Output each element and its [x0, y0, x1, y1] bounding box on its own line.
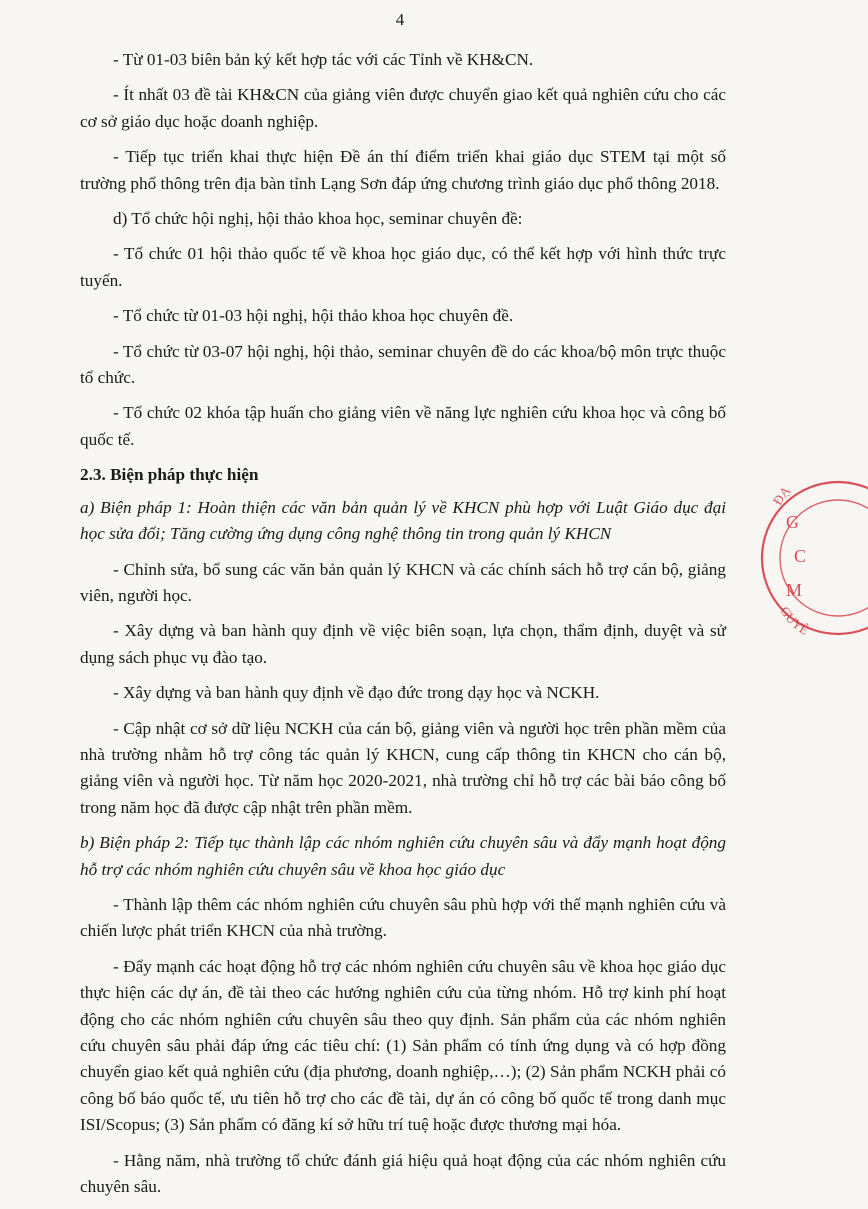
- paragraph-bullet: - Xây dựng và ban hành quy định về đạo đức trong dạy học và NCKH.: [113, 683, 600, 703]
- paragraph-bullet: - Tiếp tục triển khai thực hiện Đề án thí điểm triển khai giáo dục STEM tại một số trường phổ thông trên địa bàn tỉnh Lạng Sơn đáp ứng chương trình giáo dục phổ thông 2018.: [80, 147, 726, 193]
- paragraph-bullet: - Cập nhật cơ sở dữ liệu NCKH của cán bộ, giảng viên và người học trên phần mềm của nhà trường nhằm hỗ trợ công tác quản lý KHCN, cung cấp thông tin KHCN cho cán bộ, giảng viên và người học. Từ năm học 2020-2021, nhà trường chỉ hỗ trợ các bài báo công bố trong năm học đã được cập nhật trên phần mềm.: [80, 718, 726, 817]
- page-number: 4: [395, 10, 405, 29]
- paragraph-bullet: - Tổ chức từ 01-03 hội nghị, hội thảo khoa học chuyên đề.: [113, 306, 514, 326]
- paragraph-bullet: - Hằng năm, nhà trường tổ chức đánh giá hiệu quả hoạt động của các nhóm nghiên cứu chuyên sâu.: [80, 1150, 726, 1197]
- seal-arc-top: ĐẠ: [769, 482, 794, 508]
- paragraph-bullet: - Từ 01-03 biên bản ký kết hợp tác với các Tỉnh về KH&CN.: [113, 50, 534, 69]
- paragraph-bullet: - Tổ chức 02 khóa tập huấn cho giảng viên về năng lực nghiên cứu khoa học và công bố quốc tế.: [80, 403, 726, 449]
- measure-heading-1: a) Biện pháp 1: Hoàn thiện các văn bản quản lý về KHCN phù hợp với Luật Giáo dục đại học sửa đổi; Tăng cường ứng dụng công nghệ thông tin trong quản lý KHCN: [80, 497, 726, 544]
- svg-text:GUYÊ: [777, 604, 811, 638]
- paragraph-bullet: - Đẩy mạnh các hoạt động hỗ trợ các nhóm nghiên cứu chuyên sâu về khoa học giáo dục thực hiện các dự án, đề tài theo các hướng nghiên cứu của từng nhóm. Hỗ trợ kinh phí hoạt động cho các nhóm nghiên cứu chuyên sâu theo quy định. Sản phẩm của các nhóm nghiên cứu chuyên sâu phải đáp ứng các tiêu chí: (1) Sản phẩm có tính ứng dụng và có hợp đồng chuyển giao kết quả nghiên cứu (địa phương, doanh nghiệp,…); (2) Sản phẩm NCKH phải có công bố báo quốc tế, ưu tiên hỗ trợ cho các đề tài, dự án có công bố quốc tế trong danh mục ISI/Scopus; (3) Sản phẩm có đăng kí sở hữu trí tuệ hoặc được thương mại hóa.: [80, 956, 726, 1135]
- seal-letter-g: G: [786, 512, 799, 532]
- seal-letter-m: M: [786, 580, 803, 600]
- paragraph-bullet: - Ít nhất 03 đề tài KH&CN của giảng viên được chuyển giao kết quả nghiên cứu cho các cơ sở giáo dục hoặc doanh nghiệp.: [80, 85, 726, 131]
- seal-arc-bottom: GUYÊ: [777, 603, 812, 638]
- section-heading-2-3: 2.3. Biện pháp thực hiện: [80, 465, 259, 485]
- paragraph-bullet: - Tổ chức 01 hội thảo quốc tế về khoa học giáo dục, có thể kết hợp với hình thức trực tuyến.: [80, 244, 726, 290]
- paragraph-bullet: - Tổ chức từ 03-07 hội nghị, hội thảo, seminar chuyên đề do các khoa/bộ môn trực thuộc tổ chức.: [80, 341, 726, 388]
- red-seal-stamp: [758, 440, 868, 690]
- paragraph-bullet: - Xây dựng và ban hành quy định về việc biên soạn, lựa chọn, thẩm định, duyệt và sử dụng sách phục vụ đào tạo.: [80, 621, 726, 667]
- seal-letter-c: C: [794, 546, 807, 566]
- paragraph-bullet: - Chỉnh sửa, bổ sung các văn bản quản lý KHCN và các chính sách hỗ trợ cán bộ, giảng viên, người học.: [80, 559, 726, 605]
- svg-text:ĐẠ: [770, 483, 794, 508]
- paragraph-bullet: - Thành lập thêm các nhóm nghiên cứu chuyên sâu phù hợp với thế mạnh nghiên cứu và chiến lược phát triển KHCN của nhà trường.: [80, 894, 726, 941]
- measure-heading-2: b) Biện pháp 2: Tiếp tục thành lập các nhóm nghiên cứu chuyên sâu và đẩy mạnh hoạt động hỗ trợ các nhóm nghiên cứu chuyên sâu về khoa học giáo dục: [80, 833, 726, 879]
- document-body: [80, 47, 726, 1209]
- subsection-heading-d: d) Tổ chức hội nghị, hội thảo khoa học, seminar chuyên đề:: [113, 209, 523, 229]
